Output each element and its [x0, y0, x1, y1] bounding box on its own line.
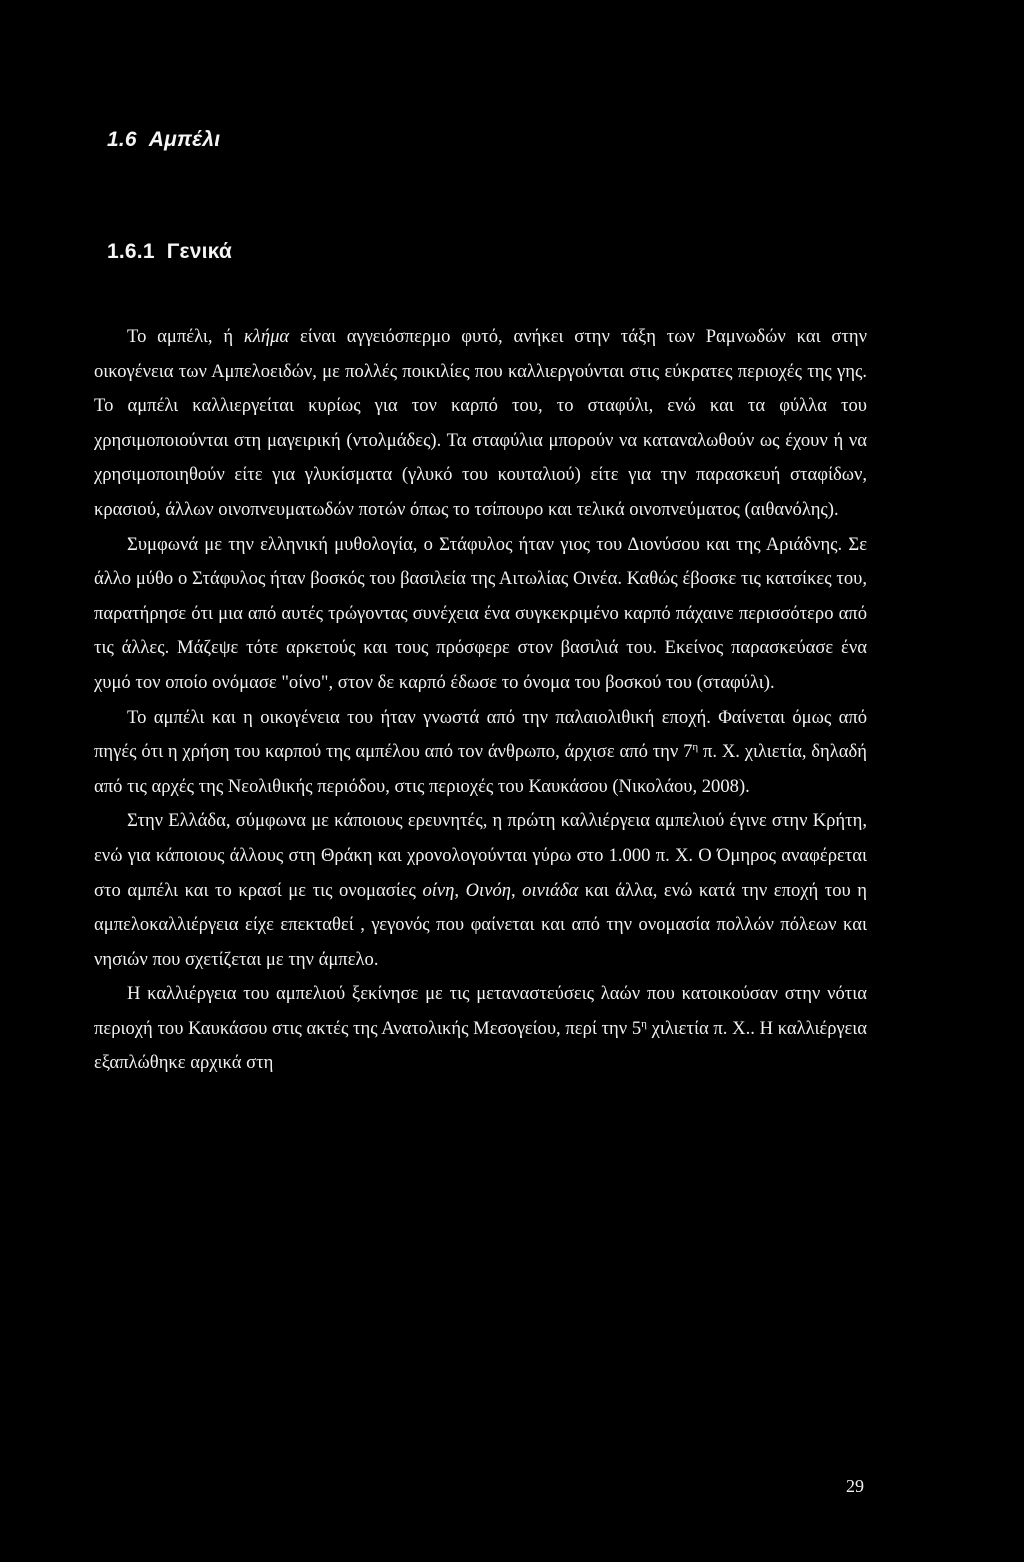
subsection-title: Γενικά [166, 240, 232, 263]
section-title: Αμπέλι [148, 128, 221, 151]
section-heading [107, 128, 220, 152]
paragraph-1: Το αμπέλι, ή κλήμα είναι αγγειόσπερμο φυτό, ανήκει στην τάξη των Ραμνωδών και στην οικογένεια των Αμπελοειδών, με πολλές ποικιλίες που καλλιεργούνται στις εύκρατες περιοχές της γης. Το αμπέλι καλλιεργείται κυρίως για τον καρπό του, το σταφύλι, ενώ και τα φύλλα του χρησιμοποιούνται στη μαγειρική (ντολμάδες). Τα σταφύλια μπορούν να καταναλωθούν ως έχουν ή να χρησιμοποιηθούν είτε για γλυκίσματα (γλυκό του κουταλιού) είτε για την παρασκευή σταφίδων, κρασιού, άλλων οινοπνευματωδών ποτών όπως το τσίπουρο και τελικά οινοπνεύματος (αιθανόλης). [94, 326, 868, 520]
subsection-heading [107, 240, 232, 264]
page-number: 29 [846, 1476, 864, 1496]
italic-term: κλήμα [243, 326, 290, 347]
ordinal-superscript: η [692, 741, 699, 754]
italic-term: οίνη [422, 879, 455, 901]
subsection-number: 1.6.1 [107, 240, 155, 263]
body-text [94, 320, 867, 1081]
paragraph-5: Η καλλιέργεια του αμπελιού ξεκίνησε με τις μεταναστεύσεις λαών που κατοικούσαν στην νότια περιοχή του Καυκάσου στις ακτές της Ανατολικής Μεσογείου, περί την $5^\eta$ χιλιετία π. Χ.. Η καλλιέργεια εξαπλώθηκε αρχικά στη [94, 983, 867, 1074]
paragraph-4: Στην Ελλάδα, σύμφωνα με κάποιους ερευνητές, η πρώτη καλλιέργεια αμπελιού έγινε στην Κρήτη, ενώ για κάποιους άλλους στη Θράκη και χρονολογούνται γύρω στο 1.000 π. Χ. Ο Όμηρος αναφέρεται στο αμπέλι και το κρασί με τις ονομασίες οίνη, Οινόη, οινιάδα και άλλα, ενώ κατά την εποχή του η αμπελοκαλλιέργεια είχε επεκταθεί , γεγονός που φαίνεται και από την ονομασία πολλών πόλεων και νησιών που σχετίζεται με την άμπελο. [94, 810, 867, 970]
paragraph-3: Το αμπέλι και η οικογένεια του ήταν γνωστά από την παλαιολιθική εποχή. Φαίνεται όμως από πηγές ότι η χρήση του καρπού της αμπέλου από τον άνθρωπο, άρχισε από την $7^\eta$ π. Χ. χιλιετία, δηλαδή από τις αρχές της Νεολιθικής περιόδου, στις περιοχές του Καυκάσου (Νικολάου, 2008). [94, 706, 868, 797]
italic-term: Οινόη [465, 879, 511, 901]
italic-term: οινιάδα [522, 879, 579, 901]
paragraph-2: Συμφωνά με την ελληνική μυθολογία, ο Στάφυλος ήταν γιος του Διονύσου και της Αριάδνης. Σε άλλο μύθο ο Στάφυλος ήταν βοσκός του βασιλεία της Αιτωλίας Οινέα. Καθώς έβοσκε τις κατσίκες του, παρατήρησε ότι μια από αυτές τρώγοντας συνέχεια ένα συγκεκριμένο καρπό πάχαινε περισσότερο από τις άλλες. Μάζεψε τότε αρκετούς και τους πρόσφερε στον βασιλιά του. Εκείνος παρασκεύασε ένα χυμό τον οποίο ονόμασε "οίνο", στον δε καρπό έδωσε το όνομα του βοσκού του (σταφύλι). [94, 533, 867, 693]
section-number: 1.6 [107, 128, 137, 151]
ordinal-superscript: η [641, 1017, 647, 1030]
